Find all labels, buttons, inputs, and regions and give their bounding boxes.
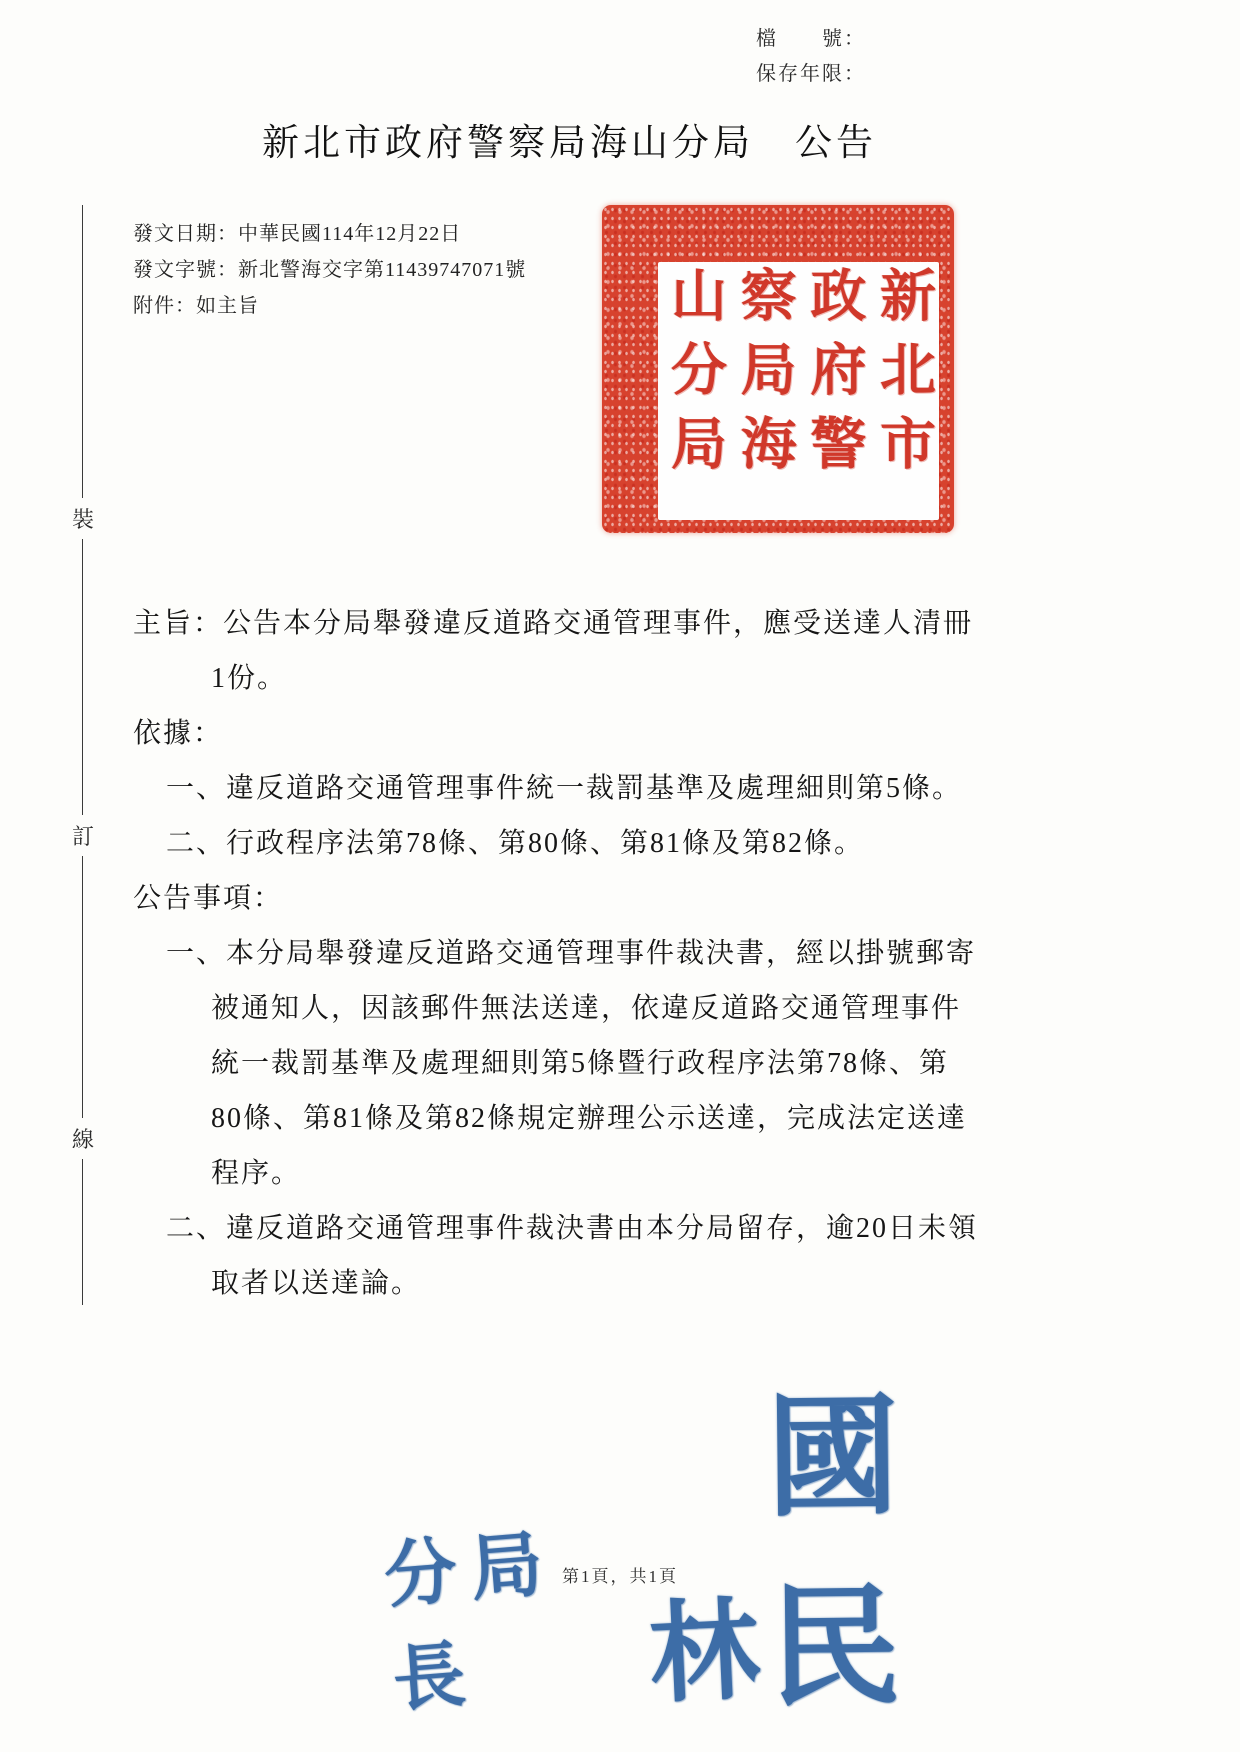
body-line: 取者以送達論。 bbox=[211, 1268, 422, 1299]
retention-period-label: 保存年限： bbox=[756, 63, 866, 85]
seal-column-4: 山分局 bbox=[663, 266, 725, 488]
body-line: 公告事項： bbox=[133, 883, 284, 914]
binding-char-zhuang: 裝 bbox=[70, 498, 96, 539]
file-header bbox=[756, 22, 866, 92]
document-title: 新北市政府警察局海山分局 公告 bbox=[262, 123, 877, 164]
body-line: 依據： bbox=[133, 718, 224, 749]
body-line: 二、違反道路交通管理事件裁決書由本分局留存，逾20日未領 bbox=[166, 1213, 979, 1244]
agency-seal-text bbox=[658, 262, 939, 520]
page-footer: 第1頁，共1頁 bbox=[562, 1567, 678, 1586]
body-line: 被通知人，因該郵件無法送達，依違反道路交通管理事件 bbox=[211, 993, 962, 1024]
body-line: 一、本分局舉發違反道路交通管理事件裁決書，經以掛號郵寄 bbox=[166, 938, 977, 969]
document-number: 發文字號：新北警海交字第11439747071號 bbox=[133, 259, 527, 281]
document-meta bbox=[133, 216, 526, 324]
body-line: 二、行政程序法第78條、第80條、第81條及第82條。 bbox=[166, 828, 865, 859]
issue-date: 發文日期：中華民國114年12月22日 bbox=[133, 223, 462, 245]
body-line: 一、違反道路交通管理事件統一裁罰基準及處理細則第5條。 bbox=[166, 773, 963, 804]
seal-column-2: 政府警 bbox=[802, 266, 865, 488]
announcement-body bbox=[133, 596, 1083, 1311]
signature-surname: 林 bbox=[646, 1589, 762, 1717]
agency-seal-stamp bbox=[602, 205, 954, 533]
body-line: 1份。 bbox=[211, 663, 288, 694]
body-line: 程序。 bbox=[211, 1158, 302, 1189]
binding-char-ding: 訂 bbox=[70, 815, 96, 856]
chief-signature-stamp bbox=[381, 1349, 1030, 1736]
signature-title: 分局長 bbox=[381, 1523, 560, 1721]
signature-given-name: 國民 bbox=[765, 1383, 908, 1723]
seal-column-3: 察局海 bbox=[732, 266, 795, 488]
body-line: 80條、第81條及第82條規定辦理公示送達，完成法定送達 bbox=[211, 1103, 968, 1134]
binding-char-xian: 線 bbox=[70, 1118, 96, 1159]
attachment-note: 附件：如主旨 bbox=[133, 295, 259, 317]
seal-column-1: 新北市 bbox=[871, 266, 934, 488]
file-number-label: 檔 號： bbox=[756, 28, 866, 50]
body-line: 主旨：公告本分局舉發違反道路交通管理事件，應受送達人清冊 bbox=[133, 608, 974, 639]
body-line: 統一裁罰基準及處理細則第5條暨行政程序法第78條、第 bbox=[211, 1048, 950, 1079]
